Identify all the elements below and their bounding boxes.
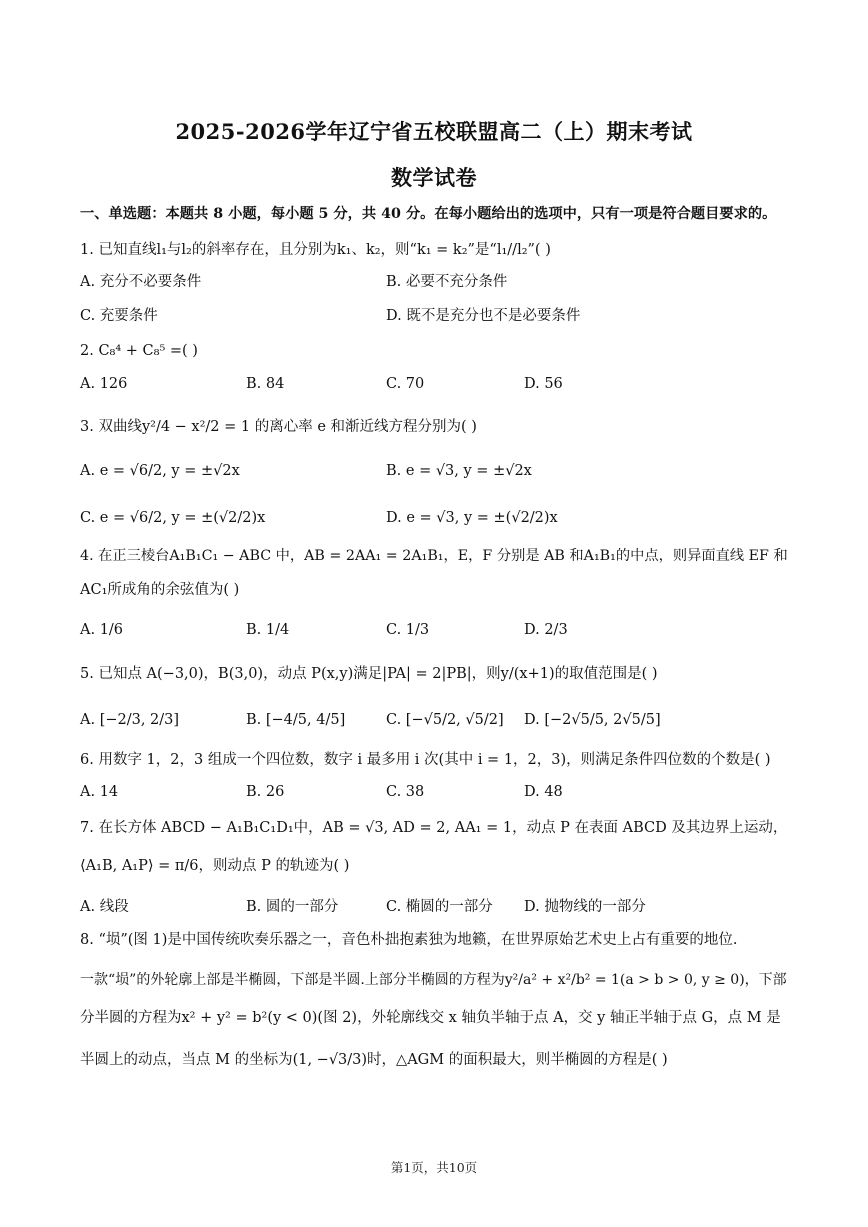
q5-option-c: C. [−√5/2, √5/2] (386, 712, 504, 728)
page-footer: 第1页，共10页 (390, 1160, 478, 1175)
q1-option-a: A. 充分不必要条件 (80, 274, 202, 290)
q2-option-a: A. 126 (80, 376, 128, 392)
q5-option-d: D. [−2√5/5, 2√5/5] (524, 712, 661, 728)
q5-option-a: A. [−2/3, 2/3] (80, 712, 180, 728)
q2-option-b: B. 84 (246, 376, 285, 392)
question-2: 2. C₈⁴ + C₈⁵ =( ) (80, 343, 198, 359)
page-title: 2025-2026学年辽宁省五校联盟高二（上）期末考试 (175, 119, 693, 144)
q4-option-a: A. 1/6 (80, 622, 124, 638)
q6-option-b: B. 26 (246, 784, 285, 800)
q3-option-d: D. e = √3, y = ±(√2/2)x (386, 510, 558, 526)
q7-option-d: D. 抛物线的一部分 (524, 899, 646, 915)
question-5: 5. 已知点 A(−3,0)，B(3,0)，动点 P(x,y)满足|PA| = 2|PB|，则y/(x+1)的取值范围是( ) (80, 666, 658, 682)
question-8-line-3: 分半圆的方程为x² + y² = b²(y < 0)(图 2)，外轮廓线交 x 轴负半轴于点 A，交 y 轴正半轴于点 G，点 M 是 (80, 1010, 781, 1026)
q4-option-b: B. 1/4 (246, 622, 290, 638)
q7-option-c: C. 椭圆的一部分 (386, 899, 493, 915)
q6-option-d: D. 48 (524, 784, 563, 800)
question-4-line-2: AC₁所成角的余弦值为( ) (80, 582, 240, 598)
question-7-line-2: ⟨A₁B, A₁P⟩ = π/6，则动点 P 的轨迹为( ) (80, 858, 350, 874)
q6-option-c: C. 38 (386, 784, 425, 800)
section-heading: 一、单选题：本题共 8 小题，每小题 5 分，共 40 分。在每小题给出的选项中，只有一项是符合题目要求的。 (80, 206, 777, 222)
q1-option-c: C. 充要条件 (80, 308, 158, 324)
q4-option-c: C. 1/3 (386, 622, 430, 638)
q1-option-b: B. 必要不充分条件 (386, 274, 508, 290)
q5-option-b: B. [−4/5, 4/5] (246, 712, 346, 728)
q1-option-d: D. 既不是充分也不是必要条件 (386, 308, 581, 324)
question-4-line-1: 4. 在正三棱台A₁B₁C₁ − ABC 中，AB = 2AA₁ = 2A₁B₁，E，F 分别是 AB 和A₁B₁的中点，则异面直线 EF 和 (80, 548, 788, 564)
question-3: 3. 双曲线y²/4 − x²/2 = 1 的离心率 e 和渐近线方程分别为( ) (80, 419, 477, 435)
page-subtitle: 数学试卷 (391, 165, 477, 190)
q2-option-c: C. 70 (386, 376, 425, 392)
q7-option-b: B. 圆的一部分 (246, 899, 339, 915)
question-8-line-4: 半圆上的动点，当点 M 的坐标为(1, −√3/3)时，△AGM 的面积最大，则半椭圆的方程是( ) (80, 1052, 668, 1068)
question-7-line-1: 7. 在长方体 ABCD − A₁B₁C₁D₁中，AB = √3, AD = 2, AA₁ = 1，动点 P 在表面 ABCD 及其边界上运动， (80, 820, 788, 836)
q3-option-a: A. e = √6/2, y = ±√2x (80, 463, 240, 479)
q4-option-d: D. 2/3 (524, 622, 568, 638)
question-8-line-1: 8. “埙”(图 1)是中国传统吹奏乐器之一，音色朴拙抱素独为地籁，在世界原始艺术史上占有重要的地位. (80, 932, 738, 948)
q3-option-c: C. e = √6/2, y = ±(√2/2)x (80, 510, 266, 526)
q6-option-a: A. 14 (80, 784, 119, 800)
question-1: 1. 已知直线l₁与l₂的斜率存在，且分别为k₁、k₂，则“k₁ = k₂”是“l₁//l₂”( ) (80, 242, 551, 258)
q2-option-d: D. 56 (524, 376, 563, 392)
question-6: 6. 用数字 1，2，3 组成一个四位数，数字 i 最多用 i 次(其中 i = 1，2，3)，则满足条件四位数的个数是( ) (80, 752, 771, 768)
q7-option-a: A. 线段 (80, 899, 129, 915)
q3-option-b: B. e = √3, y = ±√2x (386, 463, 532, 479)
question-8-line-2: 一款“埙”的外轮廓上部是半椭圆，下部是半圆.上部分半椭圆的方程为y²/a² + x²/b² = 1(a > b > 0, y ≥ 0)，下部 (80, 972, 787, 988)
